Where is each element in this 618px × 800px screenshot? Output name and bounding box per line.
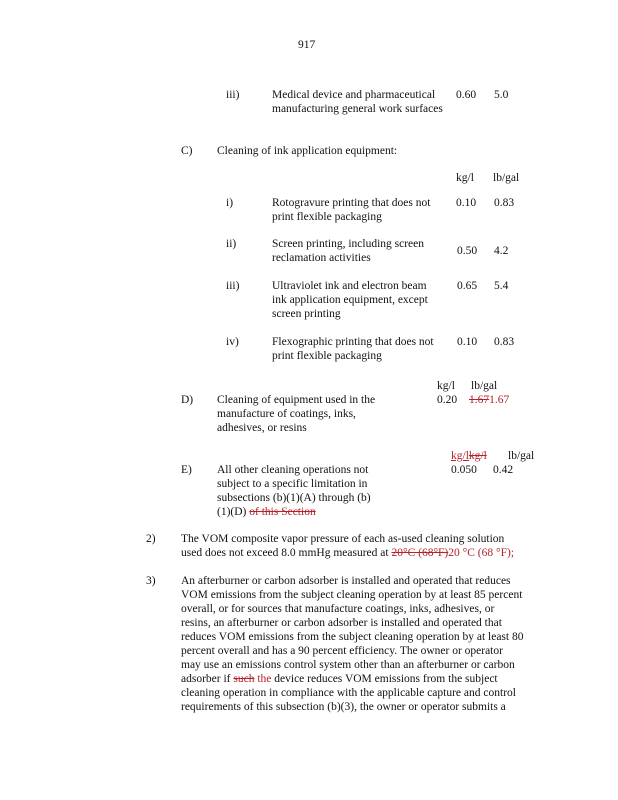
lbgal-value: 5.4 — [494, 280, 509, 292]
item-text: Ultraviolet ink and electron beam ink application equipment, except screen printing — [272, 280, 428, 320]
item-text: Screen printing, including screen reclamation activities — [272, 238, 425, 264]
body-text: used does not exceed 8.0 mmHg measured at — [181, 547, 389, 559]
item-label: iii) — [226, 89, 240, 101]
para-3-line: An afterburner or carbon adsorber is installed and operated that reduces — [181, 575, 511, 587]
lbgal-value: 0.83 — [494, 336, 515, 348]
para-2-line: The VOM composite vapor pressure of each as-used cleaning solution — [181, 533, 505, 545]
item-text: Medical device and pharmaceutical manufacturing general work surfaces — [272, 89, 443, 115]
para-3-line: reduces VOM emissions from the subject cleaning operation by at least 80 — [181, 631, 524, 643]
kgl-value: 0.10 — [457, 336, 478, 348]
para-3-line: cleaning operation in compliance with the applicable capture and control — [181, 687, 516, 699]
section-c-title: Cleaning of ink application equipment: — [217, 145, 398, 157]
inserted-text: 1.67 — [489, 394, 510, 406]
deleted-text: 20°C (68°F) — [391, 547, 449, 559]
para-3-line: VOM emissions from the subject cleaning operation by at least 85 percent — [181, 589, 523, 601]
item-text: Flexographic printing that does not print flexible packaging — [272, 336, 434, 362]
page-number: 917 — [298, 39, 316, 51]
para-3-line: overall, or for sources that manufacture coatings, inks, adhesives, or — [181, 603, 495, 615]
item-label: iii) — [226, 280, 240, 292]
item-label: i) — [226, 197, 234, 209]
item-text: Rotogravure printing that does not print flexible packaging — [272, 197, 431, 223]
lbgal-value — [469, 393, 509, 407]
section-e-text — [217, 463, 383, 519]
item-label: ii) — [226, 238, 237, 250]
kgl-header: kg/l — [456, 172, 474, 184]
kgl-header: kg/l — [437, 380, 455, 392]
kgl-header — [451, 449, 487, 463]
section-d-text: Cleaning of equipment used in the manufacture of coatings, inks, adhesives, or resins — [217, 394, 376, 434]
kgl-value: 0.10 — [456, 197, 477, 209]
item-label: iv) — [226, 336, 239, 348]
lbgal-value: 5.0 — [494, 89, 509, 101]
deleted-text: 1.67 — [469, 394, 490, 406]
body-text: All other cleaning operations not subject to a specific limitation in subsections (b)(1)(A) through (b)(1)(D) — [217, 464, 371, 518]
para-3-line: resins, an afterburner or carbon adsorber is installed and operated that — [181, 617, 502, 629]
lbgal-header: lb/gal — [493, 172, 520, 184]
lbgal-value: 0.83 — [494, 197, 515, 209]
para-2-line — [181, 546, 514, 560]
lbgal-value: 0.42 — [493, 464, 514, 476]
para-3-line: may use an emissions control system other than an afterburner or carbon — [181, 659, 515, 671]
body-text: adsorber if — [181, 673, 231, 685]
para-3-line: requirements of this subsection (b)(3), the owner or operator submits a — [181, 701, 506, 713]
section-c-label: C) — [181, 145, 193, 157]
deleted-text: such — [233, 673, 255, 685]
kgl-value: 0.050 — [451, 464, 477, 476]
deleted-text: of this Section — [249, 506, 316, 518]
body-text: device reduces VOM emissions from the subject — [274, 673, 498, 685]
inserted-text: the — [257, 673, 272, 685]
para-2-label: 2) — [146, 533, 156, 545]
para-3-line: percent overall and has a 90 percent efficiency. The owner or operator — [181, 645, 503, 657]
kgl-value: 0.20 — [437, 394, 458, 406]
section-d-label: D) — [181, 394, 194, 406]
kgl-value: 0.60 — [456, 89, 477, 101]
kgl-value: 0.50 — [457, 245, 478, 257]
kgl-value: 0.65 — [457, 280, 478, 292]
inserted-text: 20 °C (68 °F); — [448, 547, 515, 559]
lbgal-header: lb/gal — [508, 450, 535, 462]
inserted-text: kg/l — [451, 450, 469, 462]
deleted-text: kg/l — [468, 450, 487, 462]
para-3-label: 3) — [146, 575, 156, 587]
para-3-line — [181, 672, 498, 686]
lbgal-value: 4.2 — [494, 245, 509, 257]
lbgal-header: lb/gal — [471, 380, 498, 392]
section-e-label: E) — [181, 464, 192, 476]
